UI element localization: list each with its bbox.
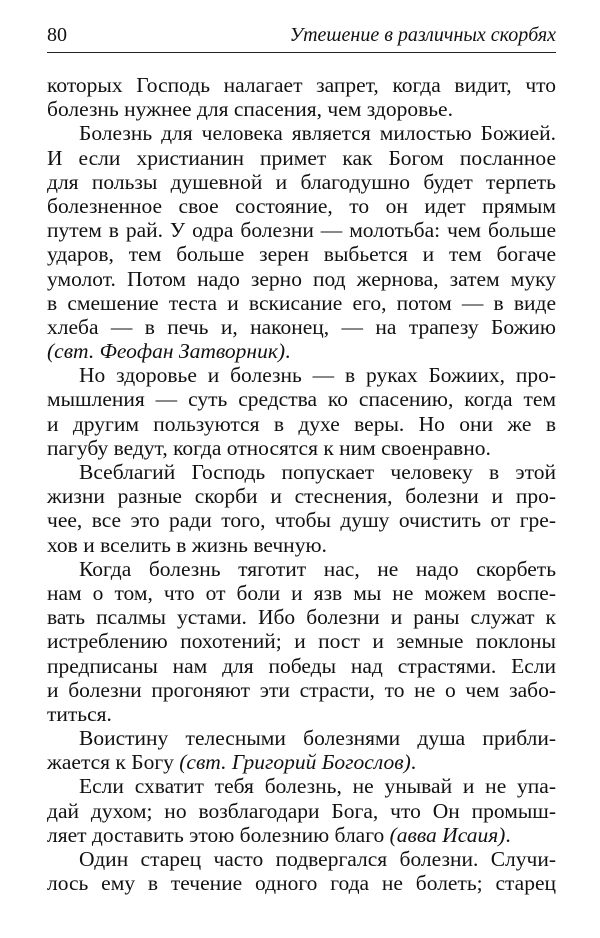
paragraph xyxy=(47,460,556,557)
paragraph xyxy=(47,121,556,363)
text-line xyxy=(47,291,556,315)
text-line xyxy=(47,847,556,871)
text-line xyxy=(47,267,556,291)
text-line xyxy=(47,508,556,532)
text-span: умолот. Потом надо зерно под жернова, затем муку xyxy=(47,266,556,291)
text-span: истреблению похотений; и пост и земные поклоны xyxy=(47,629,556,654)
text-span: болезненное свое состояние, то он идет прямым xyxy=(47,193,556,218)
text-span: и другим пользуются в духе веры. Но они же в xyxy=(47,411,556,436)
text-line xyxy=(47,823,556,847)
text-line xyxy=(47,871,556,895)
paragraph xyxy=(47,774,556,847)
text-span: путем в рай. У одра болезни — молотьба: чем больше xyxy=(47,218,556,243)
paragraph xyxy=(47,847,556,895)
text-line xyxy=(47,484,556,508)
text-span: предписаны нам для победы над страстями. Если xyxy=(47,653,556,678)
text-line xyxy=(47,218,556,242)
page-number: 80 xyxy=(47,24,67,46)
text-line xyxy=(47,702,556,726)
citation: (свт. Феофан Затворник) xyxy=(47,339,286,364)
text-line xyxy=(47,412,556,436)
text-line xyxy=(47,315,556,339)
text-span: и болезни прогоняют эти страсти, то не о чем забо- xyxy=(47,677,556,702)
paragraph xyxy=(47,726,556,774)
text-line xyxy=(47,774,556,798)
text-line xyxy=(47,750,556,774)
text-line xyxy=(47,436,556,460)
text-span: мышления — суть средства ко спасению, когда тем xyxy=(47,387,556,412)
paragraph xyxy=(47,73,556,121)
text-line xyxy=(47,146,556,170)
text-span: Если схватит тебя болезнь, не унывай и не упа- xyxy=(79,774,556,799)
page-body xyxy=(47,73,556,895)
text-line xyxy=(47,629,556,653)
citation: (свт. Григорий Богослов) xyxy=(179,750,411,775)
text-span: Всеблагий Господь попускает человеку в этой xyxy=(79,460,556,484)
text-span: вать псалмы устами. Ибо болезни и раны служат к xyxy=(47,605,556,630)
running-title: Утешение в различных скорбях xyxy=(289,24,556,46)
text-span: в смешение теста и вскисание его, потом — в виде xyxy=(47,290,556,315)
text-line xyxy=(47,460,556,484)
text-span: И если христианин примет как Богом посланное xyxy=(47,145,556,170)
text-line xyxy=(47,533,556,557)
text-span: . xyxy=(410,750,417,775)
text-span: Но здоровье и болезнь — в руках Божиих, про- xyxy=(79,363,556,388)
text-line xyxy=(47,170,556,194)
text-span: дай духом; но возблагодари Бога, что Он промыш- xyxy=(47,798,556,823)
paragraph xyxy=(47,363,556,460)
text-span: которых Господь налагает запрет, когда видит, что xyxy=(47,73,556,97)
text-line xyxy=(47,726,556,750)
text-line xyxy=(47,678,556,702)
text-line xyxy=(47,605,556,629)
text-span: жается к Богу xyxy=(47,750,180,775)
text-span: пагубу ведут, когда относятся к ним своенравно. xyxy=(47,435,491,460)
text-span: хов и вселить в жизнь вечную. xyxy=(47,532,327,557)
text-line xyxy=(47,242,556,266)
text-span: Болезнь для человека является милостью Божией. xyxy=(79,121,556,146)
text-span: . xyxy=(285,339,291,364)
text-line xyxy=(47,581,556,605)
text-span: нам о том, что от боли и язв мы не можем воспе- xyxy=(47,580,556,605)
text-line xyxy=(47,339,556,363)
text-line xyxy=(47,121,556,145)
text-span: Воистину телесными болезнями душа прибли- xyxy=(79,726,556,751)
text-span: чее, все это ради того, чтобы душу очистить от гре- xyxy=(47,508,556,533)
text-span: Один старец часто подвергался болезни. Случи- xyxy=(79,847,556,871)
text-line xyxy=(47,73,556,97)
citation: (авва Исаия) xyxy=(389,822,506,847)
text-span: Когда болезнь тяготит нас, не надо скорбеть xyxy=(79,556,556,581)
paragraph xyxy=(47,557,556,726)
text-span: для пользы душевной и благодушно будет терпеть xyxy=(47,169,556,194)
text-line xyxy=(47,387,556,411)
text-line xyxy=(47,363,556,387)
text-span: ударов, тем больше зерен выбьется и тем богаче xyxy=(47,242,556,267)
text-line xyxy=(47,194,556,218)
text-span: титься. xyxy=(47,701,112,726)
text-span: ляет доставить этою болезнию благо xyxy=(47,822,390,847)
text-span: жизни разные скорби и стеснения, болезни и про- xyxy=(47,484,556,509)
text-span: хлеба — в печь и, наконец, — на трапезу Божию xyxy=(47,314,556,339)
text-span: . xyxy=(505,822,511,847)
running-header xyxy=(47,22,556,53)
text-line xyxy=(47,799,556,823)
text-span: лось ему в течение одного года не болеть; старец xyxy=(47,871,556,896)
text-line xyxy=(47,97,556,121)
text-line xyxy=(47,557,556,581)
text-line xyxy=(47,654,556,678)
text-span: болезнь нужнее для спасения, чем здоровье. xyxy=(47,97,453,122)
